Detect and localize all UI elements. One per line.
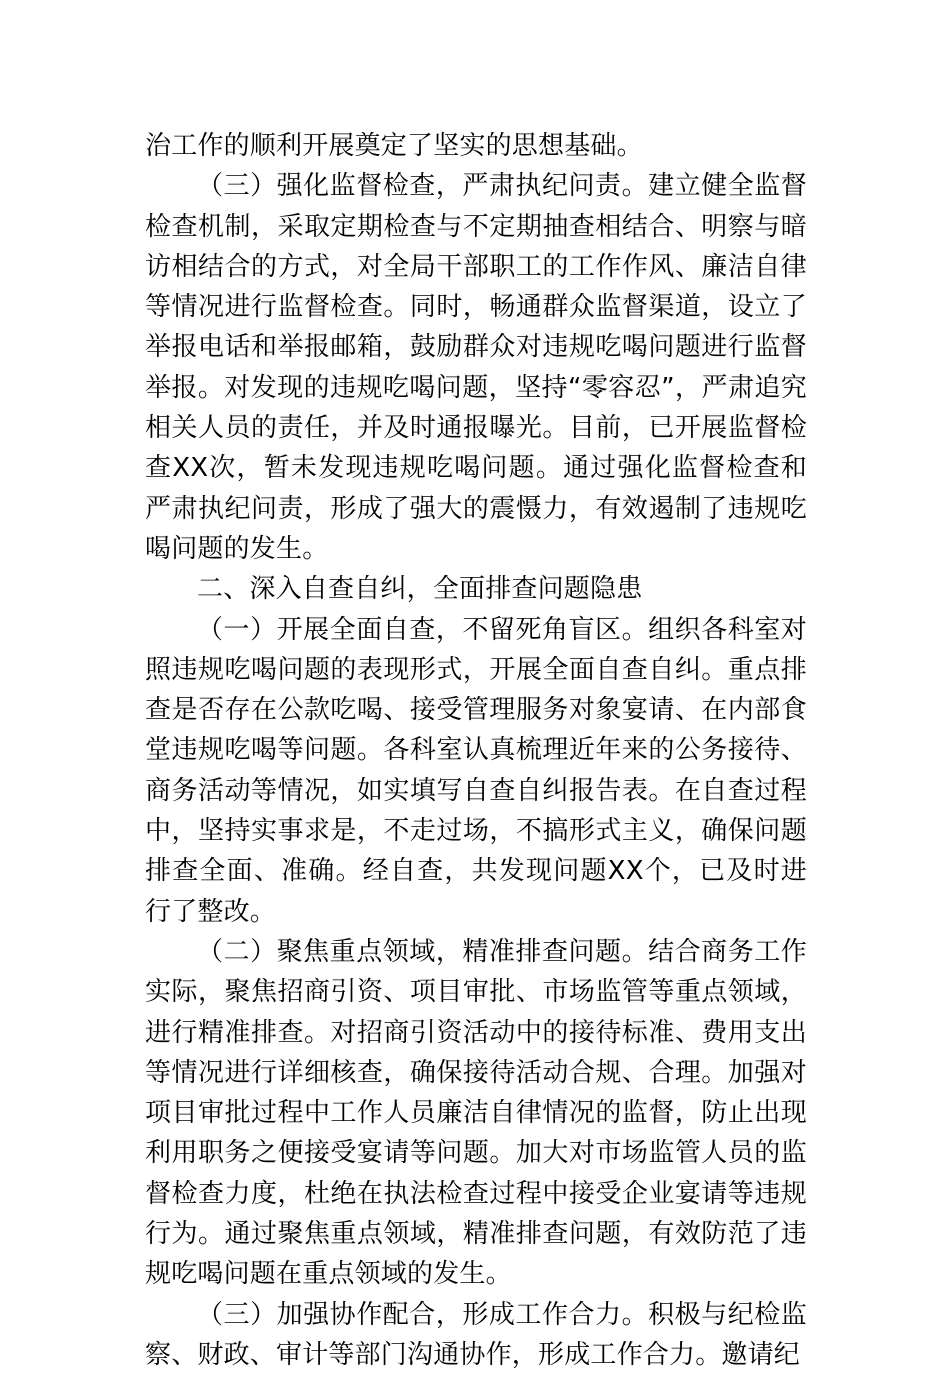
paragraph-supervision: （三）强化监督检查，严肃执纪问责。建立健全监督检查机制，采取定期检查与不定期抽查相结合、明察与暗访相结合的方式，对全局干部职工的工作作风、廉洁自律等情况进行监督检查。同时，畅通群众监督渠道，设立了举报电话和举报邮箱，鼓励群众对违规吃喝问题进行监督举报。对发现的违规吃喝问题，坚持“零容忍”，严肃追究相关人员的责任，并及时通报曝光。目前，已开展监督检查XX次，暂未发现违规吃喝问题。通过强化监督检查和严肃执纪问责，形成了强大的震慑力，有效遏制了违规吃喝问题的发生。 <box>145 171 807 564</box>
paragraph-key-areas: （二）聚焦重点领域，精准排查问题。结合商务工作实际，聚焦招商引资、项目审批、市场监管等重点领域，进行精准排查。对招商引资活动中的接待标准、费用支出等情况进行详细核查，确保接待活动合规、合理。加强对项目审批过程中工作人员廉洁自律情况的监督，防止出现利用职务之便接受宴请等问题。加大对市场监管人员的监督检查力度，杜绝在执法检查过程中接受企业宴请等违规行为。通过聚焦重点领域，精准排查问题，有效防范了违规吃喝问题在重点领域的发生。 <box>145 936 807 1290</box>
document-body <box>145 126 807 1375</box>
section-heading: 二、深入自查自纠，全面排查问题隐患 <box>197 574 643 605</box>
paragraph-self-inspection: （一）开展全面自查，不留死角盲区。组织各科室对照违规吃喝问题的表现形式，开展全面自查自纠。重点排查是否存在公款吃喝、接受管理服务对象宴请、在内部食堂违规吃喝等问题。各科室认真梳理近年来的公务接待、商务活动等情况，如实填写自查自纠报告表。在自查过程中，坚持实事求是，不走过场，不搞形式主义，确保问题排查全面、准确。经自查，共发现问题XX个，已及时进行了整改。 <box>145 614 807 927</box>
paragraph-cooperation: （三）加强协作配合，形成工作合力。积极与纪检监察、财政、审计等部门沟通协作，形成工作合力。邀请纪 <box>145 1299 807 1370</box>
paragraph-continuation: 治工作的顺利开展奠定了坚实的思想基础。 <box>145 131 643 161</box>
